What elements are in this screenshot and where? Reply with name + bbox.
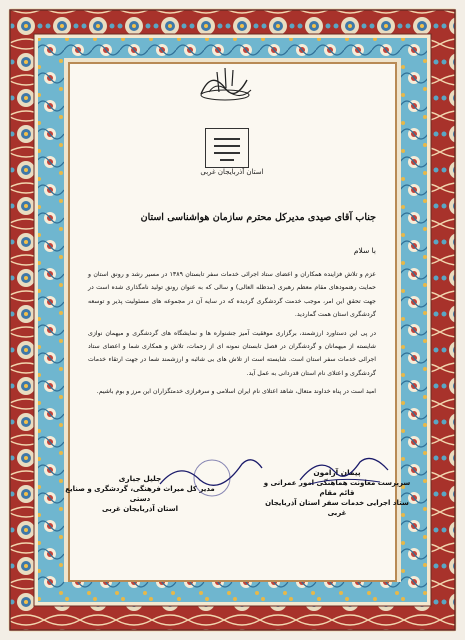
signer-title: سرپرست معاونت هماهنگی امور عمرانی و قائم مقام xyxy=(263,479,411,497)
letter-greeting: با سلام xyxy=(353,246,376,255)
letter-paragraph: امید است در پناه خداوند متعال، شاهد اعتلای نام ایران اسلامی و سرفرازی خدمتگزاران این مرز و بوم باشیم. xyxy=(96,388,376,396)
calligraphy-seal-icon xyxy=(195,62,257,104)
stamp-and-signature-icon xyxy=(150,450,270,500)
letter-addressee: جناب آقای صیدی مدیرکل محترم سازمان هواشناسی استان xyxy=(140,212,376,223)
signer-title: مدیر کل میراث فرهنگی، گردشگری و صنایع دستی xyxy=(65,485,215,503)
letter-body xyxy=(88,268,376,404)
signer-name: جلیل جباری xyxy=(118,474,162,483)
signer-name: پیمان آرامون xyxy=(313,468,361,477)
letter-paragraph: در پی این دستاورد ارزشمند، برگزاری موفقیت آمیز جشنواره ها و نمایشگاه های گردشگری و میهمان نوازی شایسته از میهمانان و گردشگران در فصل تابستان نمونه ای از زحمات، تلاش و همکاری شما و اعضای ستاد اجرائی خدمات سفر استان است. شایسته است از تلاش های بی شائبه و ارزشمند شما در جهت ارتقاء خدمات گردشگری و اعتلای نام استان قدردانی به عمل آید. xyxy=(88,329,376,377)
signer-title: استان آذربایجان غربی xyxy=(101,505,179,513)
handwritten-signature-icon xyxy=(290,450,400,490)
province-label: استان آذربایجان غربی xyxy=(200,168,264,176)
letter-paragraph: عزم و تلاش فزاینده همکاران و اعضای ستاد اجرائی خدمات سفر تابستان ۱۳۸۹ در مسیر رشد و رونق استان و حمایت رهنمودهای مقام معظم رهبری (مدظله العالی) و سالی که به عنوان رونق تولید نامگذاری شده است در جهت تحقق این امر، موجب خدمت گردشگری گردیده که در سایه آن در مجموعه های مسئولیت پذیر و توسعه گردشگری استان همت گماردید. xyxy=(88,271,376,319)
signer-title: ستاد اجرایی خدمات سفر استان آذربایجان غربی xyxy=(265,499,409,517)
ministry-logo-icon xyxy=(205,128,249,168)
